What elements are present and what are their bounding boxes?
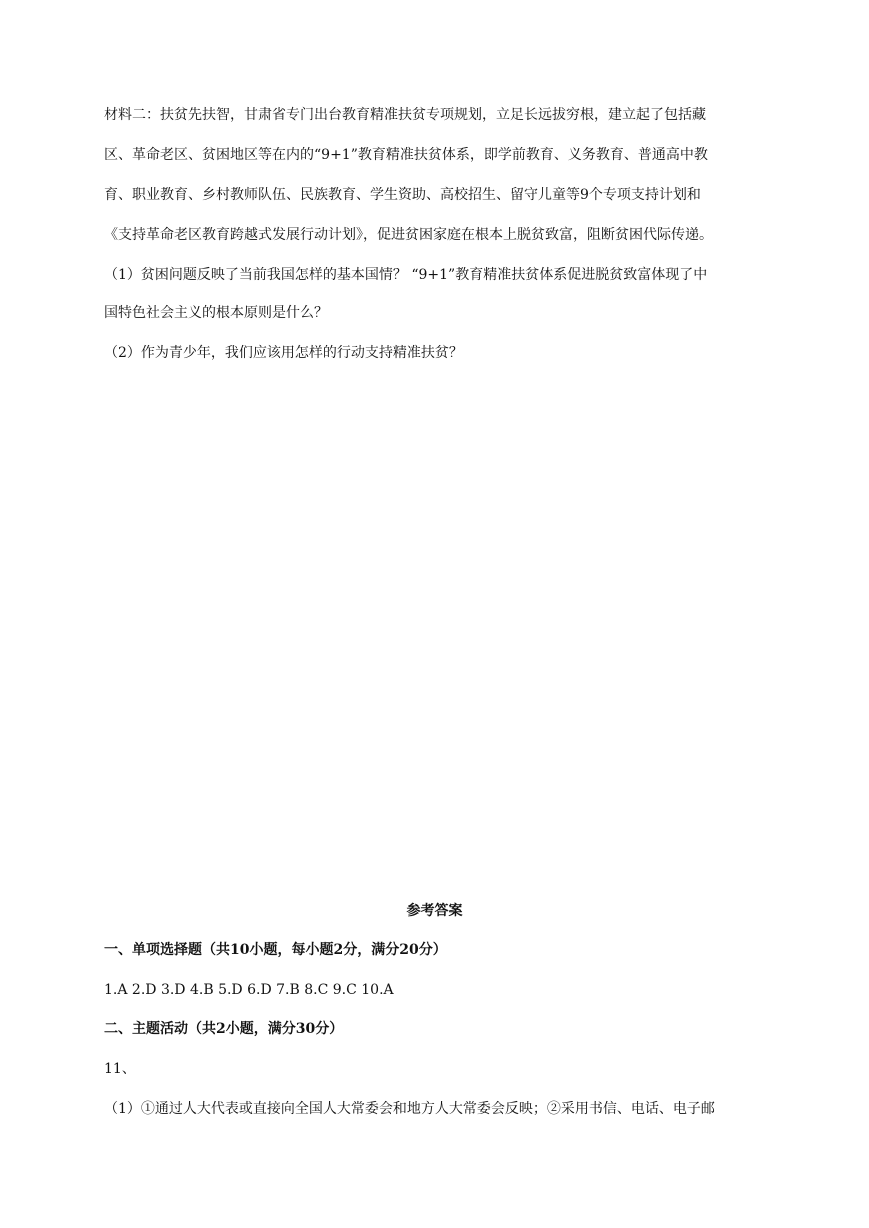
question-1-line-2: 国特色社会主义的根本原则是什么？ [104, 305, 328, 321]
question-2: （2）作为青少年，我们应该用怎样的行动支持精准扶贫？ [104, 345, 463, 361]
item-11-answer-line-1: （1）①通过人大代表或直接向全国人大常委会和地方人大常委会反映；②采用书信、电话、电子邮 [104, 1101, 715, 1117]
question-1-line-1: （1）贫困问题反映了当前我国怎样的基本国情？ “9+1”教育精准扶贫体系促进脱贫致富体现了中 [104, 267, 708, 283]
material-2-line-1: 材料二：扶贫先扶智，甘肃省专门出台教育精准扶贫专项规划，立足长远拔穷根，建立起了包括藏 [104, 107, 706, 123]
section-2-heading: 二、主题活动（共2小题，满分30分） [104, 1021, 344, 1037]
material-2-line-2: 区、革命老区、贫困地区等在内的“9+1”教育精准扶贫体系，即学前教育、义务教育、普通高中教 [104, 147, 708, 163]
section-1-answers: 1.A 2.D 3.D 4.B 5.D 6.D 7.B 8.C 9.C 10.A [104, 982, 394, 998]
item-11-label: 11、 [104, 1061, 136, 1077]
section-1-heading: 一、单项选择题（共10小题，每小题2分，满分20分） [104, 942, 447, 958]
answers-title: 参考答案 [406, 903, 463, 919]
material-2-line-4: 《支持革命老区教育跨越式发展行动计划》，促进贫困家庭在根本上脱贫致富，阻断贫困代际传递。 [104, 227, 713, 243]
material-2-line-3: 育、职业教育、乡村教师队伍、民族教育、学生资助、高校招生、留守儿童等9个专项支持计划和 [104, 187, 701, 203]
